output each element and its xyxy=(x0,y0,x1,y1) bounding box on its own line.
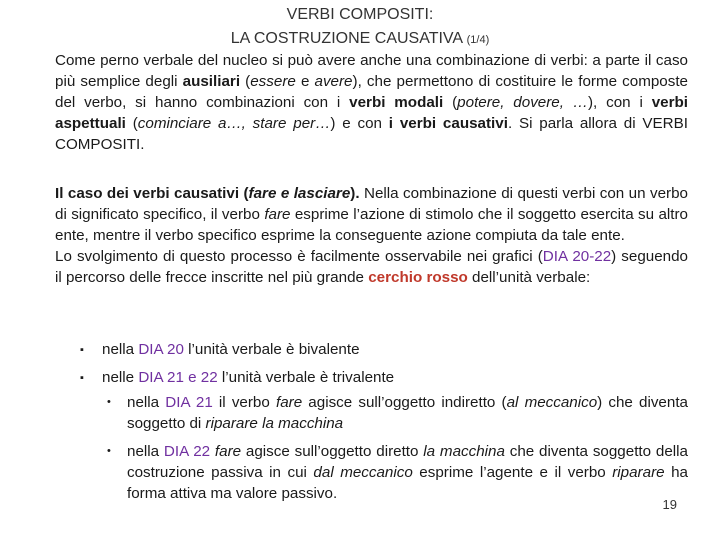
text: ), che permettono di costituire le forme composte del verbo, si hanno combinazioni con i xyxy=(55,73,689,111)
page-number: 19 xyxy=(662,497,677,512)
modali-examples: potere, dovere, … xyxy=(457,94,588,111)
text: dell’unità verbale: xyxy=(467,269,591,286)
text: ), con i xyxy=(588,94,652,111)
macchina-term: la macchina xyxy=(423,443,505,460)
text: Come perno verbale del nucleo si può avere anche una combinazione di verbi: a parte il caso più semplice degli xyxy=(55,52,688,90)
text: nelle xyxy=(102,369,139,386)
text: ) che diventa soggetto di xyxy=(127,394,688,432)
dia-reference: DIA 22 xyxy=(163,443,211,460)
text: ) seguendo il percorso delle frecce inscritte nel più grande xyxy=(55,248,688,286)
sub-bullet-dia-22 xyxy=(107,441,688,504)
text: agisce sull’oggetto indiretto ( xyxy=(302,394,507,411)
text: Nella combinazione di questi verbi con un verbo di significato specifico, il verbo xyxy=(55,185,688,223)
round-bullet-icon: • xyxy=(107,396,111,408)
modali-term: verbi modali xyxy=(349,94,444,111)
slide-title-main: LA COSTRUZIONE CAUSATIVA xyxy=(230,30,463,47)
fare-term: fare xyxy=(264,206,291,223)
text: il verbo xyxy=(212,394,276,411)
text: nella xyxy=(127,394,166,411)
bullet-dia-20 xyxy=(80,339,360,361)
meccanico-term: al meccanico xyxy=(506,394,598,411)
slide-counter: (1/4) xyxy=(466,34,490,46)
causativi-term: i verbi causativi xyxy=(388,115,508,132)
dia-reference: DIA 20 xyxy=(138,341,184,358)
text: l’unità verbale è trivalente xyxy=(217,369,395,386)
sub-bullet-dia-21 xyxy=(107,392,688,434)
text: esprime l’agente e il verbo xyxy=(412,464,613,481)
text: ha forma attiva ma valore passivo. xyxy=(127,464,688,502)
riparare-term: riparare xyxy=(612,464,665,481)
intro-paragraph xyxy=(55,50,688,155)
text: nella xyxy=(102,341,139,358)
dia-reference: DIA 21 xyxy=(165,394,213,411)
fare-lasciare-term: fare e lasciare xyxy=(248,185,351,202)
text: nella xyxy=(127,443,164,460)
text: ( xyxy=(240,73,251,90)
text: agisce sull’oggetto diretto xyxy=(241,443,424,460)
round-bullet-icon: • xyxy=(107,445,111,457)
cerchio-rosso-term: cerchio rosso xyxy=(368,269,468,286)
square-bullet-icon: ▪ xyxy=(80,372,84,384)
dia-reference: DIA 21 e 22 xyxy=(138,369,218,386)
fare-term: fare xyxy=(275,394,303,411)
text: . Si parla allora di VERBI COMPOSITI. xyxy=(55,115,688,153)
fare-term: fare xyxy=(214,443,242,460)
dia-reference: DIA 20-22 xyxy=(542,248,612,265)
bullet-dia-21-22 xyxy=(80,367,394,389)
riparare-term: riparare la macchina xyxy=(205,415,344,432)
text: che diventa soggetto della costruzione passiva in cui xyxy=(127,443,688,481)
aspettuali-examples: cominciare a…, stare per… xyxy=(137,115,331,132)
text: esprime l’azione di stimolo che il soggetto esercita su altro ente, mentre il verbo specifico esprime la conseguente azione compiuta da tale ente. xyxy=(55,206,688,244)
text: ( xyxy=(443,94,458,111)
ausiliari-term: ausiliari xyxy=(182,73,241,90)
text: e xyxy=(295,73,315,90)
text: ) e con xyxy=(330,115,389,132)
causative-heading-end: ). xyxy=(350,185,360,202)
essere-term: essere xyxy=(250,73,296,90)
avere-term: avere xyxy=(314,73,353,90)
text: l’unità verbale è bivalente xyxy=(183,341,360,358)
slide-title-line2 xyxy=(0,30,720,48)
causative-paragraph xyxy=(55,183,688,288)
aspettuali-term: verbi aspettuali xyxy=(55,94,689,132)
meccanico-term: dal meccanico xyxy=(313,464,413,481)
causative-heading: Il caso dei verbi causativi ( xyxy=(55,185,249,202)
slide-title-line1: VERBI COMPOSITI: xyxy=(286,6,434,23)
text: ( xyxy=(125,115,138,132)
square-bullet-icon: ▪ xyxy=(80,344,84,356)
text: Lo svolgimento di questo processo è facilmente osservabile nei grafici ( xyxy=(55,248,543,265)
